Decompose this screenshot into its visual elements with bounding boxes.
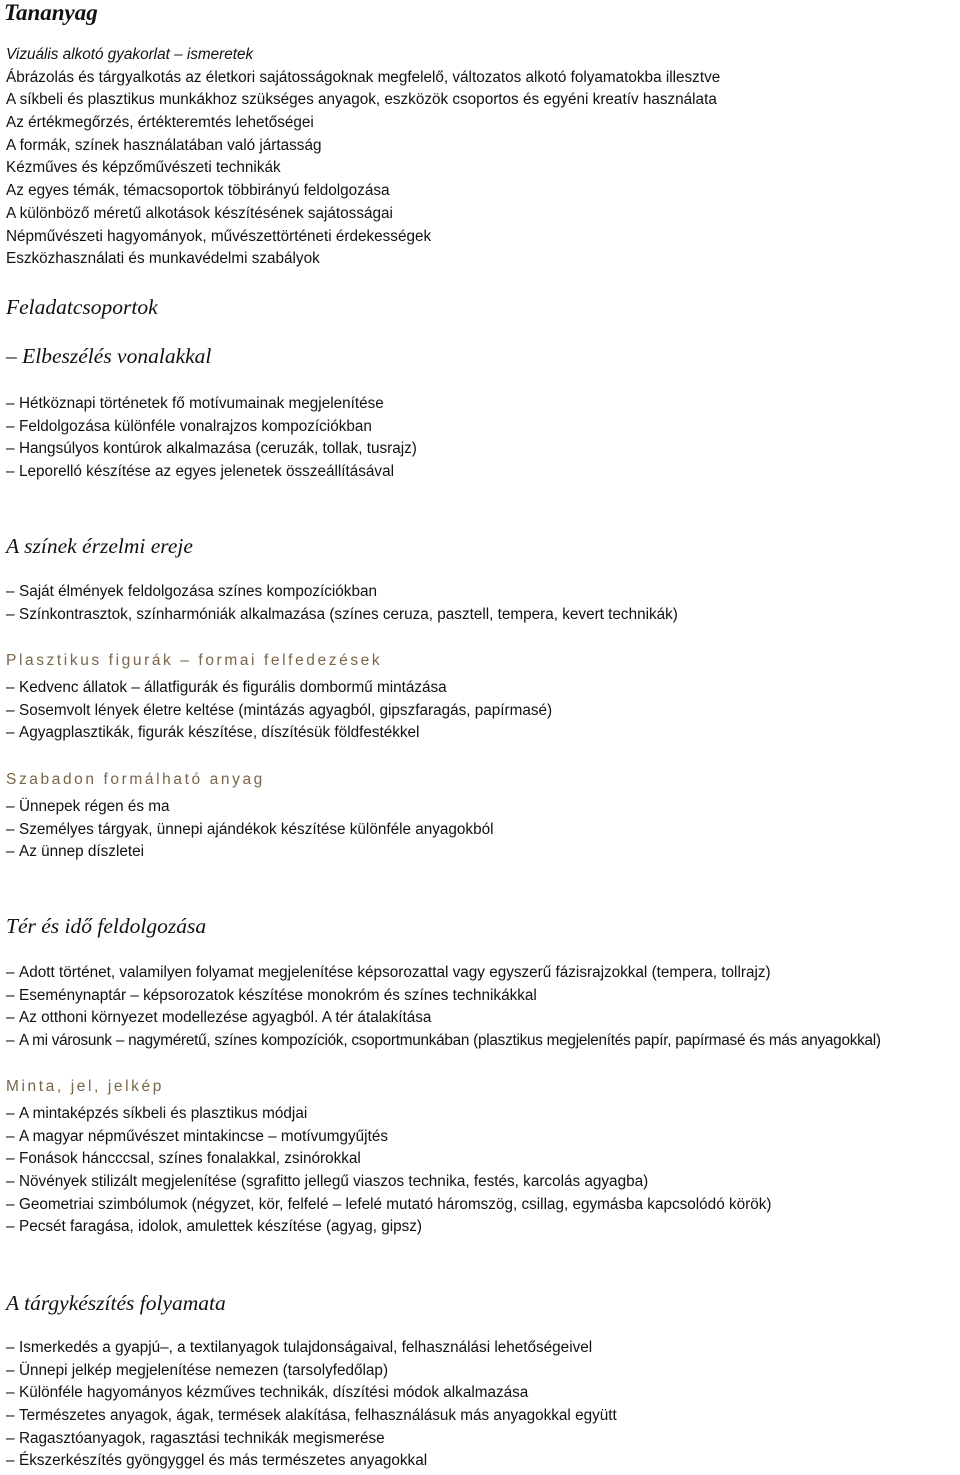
- section-heading: Plasztikus figurák – formai felfedezések: [6, 652, 383, 669]
- intro-list: [6, 44, 720, 271]
- list-item: [6, 581, 678, 604]
- section-heading-feladatcsoportok: Feladatcsoportok: [6, 295, 158, 319]
- dash-marker: –: [6, 1105, 15, 1122]
- list-item: [6, 796, 494, 819]
- list-item-text: Saját élmények feldolgozása színes kompozíciókban: [19, 583, 377, 600]
- list-item-text: Ékszerkészítés gyöngyggel és más természetes anyagokkal: [19, 1452, 428, 1470]
- dash-marker: –: [6, 1195, 15, 1213]
- dash-marker: –: [6, 395, 15, 412]
- section-heading: Minta, jel, jelkép: [6, 1078, 164, 1095]
- intro-line: A síkbeli és plasztikus munkákhoz szükséges anyagok, eszközök csoportos és egyéni kreatív használata: [6, 91, 717, 109]
- list-item-text: Az otthoni környezet modellezése agyagból. A tér átalakítása: [19, 1009, 432, 1027]
- section-list: [6, 796, 494, 864]
- intro-line: Népművészeti hagyományok, művészettörténeti érdekességek: [6, 227, 432, 245]
- list-item: [6, 438, 417, 461]
- dash-marker: –: [6, 986, 15, 1004]
- intro-line: Kézműves és képzőművészeti technikák: [6, 159, 281, 177]
- dash-marker: –: [6, 417, 15, 435]
- page-title: Tananyag: [4, 0, 98, 25]
- list-item: [6, 1450, 617, 1473]
- list-item: [6, 1171, 771, 1194]
- list-item: [6, 1007, 881, 1030]
- section-list: [6, 581, 678, 626]
- list-item: [6, 1428, 617, 1451]
- section-heading: A tárgykészítés folyamata: [6, 1291, 226, 1315]
- list-item-text: Feldolgozása különféle vonalrajzos kompozíciókban: [19, 417, 372, 435]
- section-list: [6, 393, 417, 484]
- dash-marker: –: [6, 1384, 15, 1402]
- list-item: [6, 604, 678, 627]
- section-heading: Szabadon formálható anyag: [6, 771, 265, 788]
- list-item: [6, 1382, 617, 1405]
- list-item: [6, 677, 552, 700]
- list-item: [6, 1337, 617, 1360]
- dash-marker: –: [6, 1032, 15, 1050]
- intro-line: Az értékmegőrzés, értékteremtés lehetőségei: [6, 114, 314, 132]
- list-item: [6, 985, 881, 1008]
- list-item: [6, 841, 494, 864]
- intro-line: A formák, színek használatában való jártasság: [6, 136, 322, 154]
- list-item: [6, 1360, 617, 1383]
- list-item: [6, 962, 881, 985]
- list-item-text: Geometriai szimbólumok (négyzet, kör, felfelé – lefelé mutató háromszög, csillag, egymásba kapcsolódó körök): [19, 1195, 772, 1213]
- list-item: [6, 393, 417, 416]
- dash-marker: –: [6, 1150, 15, 1168]
- list-item-text: Személyes tárgyak, ünnepi ajándékok készítése különféle anyagokból: [19, 820, 494, 838]
- list-item-text: Fonások háncccsal, színes fonalakkal, zsinórokkal: [19, 1150, 361, 1168]
- list-item: [6, 1126, 771, 1149]
- dash-marker: –: [6, 1429, 15, 1447]
- list-item: [6, 1194, 771, 1217]
- section-list: [6, 677, 552, 745]
- section-heading: A színek érzelmi ereje: [6, 534, 193, 558]
- intro-line: Vizuális alkotó gyakorlat – ismeretek: [6, 46, 254, 63]
- list-item-text: Ünnepek régen és ma: [19, 798, 170, 815]
- intro-line: Az egyes témák, témacsoportok többirányú feldolgozása: [6, 182, 390, 200]
- dash-marker: –: [6, 820, 15, 838]
- dash-marker: –: [6, 798, 15, 815]
- list-item-text: A magyar népművészet mintakincse – motívumgyűjtés: [19, 1127, 388, 1145]
- intro-line: Ábrázolás és tárgyalkotás az életkori sajátosságoknak megfelelő, változatos alkotó folyamatokba illesztve: [6, 68, 721, 86]
- list-item: [6, 700, 552, 723]
- list-item-text: Kedvenc állatok – állatfigurák és figurális dombormű mintázása: [19, 679, 447, 696]
- dash-marker: –: [6, 1218, 15, 1236]
- intro-line: Eszközhasználati és munkavédelmi szabályok: [6, 250, 320, 268]
- dash-marker: –: [6, 583, 15, 600]
- dash-marker: –: [6, 1407, 15, 1425]
- section-heading: Tér és idő feldolgozása: [6, 914, 207, 938]
- list-item: [6, 819, 494, 842]
- list-item-text: Ismerkedés a gyapjú–, a textilanyagok tulajdonságaival, felhasználási lehetőségeivel: [19, 1339, 593, 1356]
- list-item: [6, 1216, 771, 1239]
- dash-marker: –: [6, 701, 15, 719]
- list-item-text: A mintaképzés síkbeli és plasztikus módjai: [19, 1105, 308, 1122]
- list-item-text: Az ünnep díszletei: [19, 843, 145, 861]
- section-list: [6, 1103, 771, 1239]
- list-item-text: Különféle hagyományos kézműves technikák, díszítési módok alkalmazása: [19, 1384, 529, 1402]
- dash-marker: –: [6, 463, 15, 481]
- list-item: [6, 1405, 617, 1428]
- list-item: [6, 461, 417, 484]
- list-item-text: Adott történet, valamilyen folyamat megjelenítése képsorozattal vagy egyszerű fázisrajzokkal (tempera, tollrajz): [19, 964, 771, 981]
- dash-marker: –: [6, 1127, 15, 1145]
- list-item-text: Leporelló készítése az egyes jelenetek összeállításával: [19, 463, 394, 481]
- list-item: [6, 1030, 881, 1053]
- dash-marker: –: [6, 964, 15, 981]
- dash-marker: –: [6, 843, 15, 861]
- list-item-text: Ragasztóanyagok, ragasztási technikák megismerése: [19, 1429, 385, 1447]
- list-item-text: Eseménynaptár – képsorozatok készítése monokróm és színes technikákkal: [19, 986, 537, 1004]
- list-item-text: Agyagplasztikák, figurák készítése, díszítésük földfestékkel: [19, 724, 420, 742]
- list-item-text: Hangsúlyos kontúrok alkalmazása (ceruzák, tollak, tusrajz): [19, 440, 417, 458]
- section-list: [6, 962, 881, 1053]
- list-item-text: Növények stilizált megjelenítése (sgrafitto jellegű viaszos technika, festés, karcolás agyagba): [19, 1173, 649, 1191]
- list-item-text: Pecsét faragása, idolok, amulettek készítése (agyag, gipsz): [19, 1218, 423, 1236]
- list-item-text: Sosemvolt lények életre keltése (mintázás agyagból, gipszfaragás, papírmasé): [19, 701, 553, 719]
- dash-marker: –: [6, 1452, 15, 1470]
- list-item: [6, 1148, 771, 1171]
- list-item-text: Hétköznapi történetek fő motívumainak megjelenítése: [19, 395, 384, 412]
- list-item-text: Természetes anyagok, ágak, termések alakítása, felhasználásuk más anyagokkal együtt: [19, 1407, 617, 1425]
- list-item-text: Ünnepi jelkép megjelenítése nemezen (tarsolyfedőlap): [19, 1361, 389, 1379]
- list-item-text: Színkontrasztok, színharmóniák alkalmazása (színes ceruza, pasztell, tempera, kevert technikák): [19, 605, 678, 623]
- section-list: [6, 1337, 617, 1473]
- intro-line: A különböző méretű alkotások készítésének sajátosságai: [6, 204, 393, 222]
- list-item: [6, 416, 417, 439]
- dash-marker: –: [6, 1173, 15, 1191]
- list-item: [6, 1103, 771, 1126]
- list-item-text: A mi városunk – nagyméretű, színes kompozíciók, csoportmunkában (plasztikus megjelenítés papír, papírmasé és más anyagokkal): [19, 1032, 881, 1050]
- dash-marker: –: [6, 605, 15, 623]
- dash-marker: –: [6, 679, 15, 696]
- dash-marker: –: [6, 1361, 15, 1379]
- dash-marker: –: [6, 440, 15, 458]
- list-item: [6, 722, 552, 745]
- dash-marker: –: [6, 724, 15, 742]
- section-heading: – Elbeszélés vonalakkal: [6, 344, 212, 368]
- dash-marker: –: [6, 1009, 15, 1027]
- dash-marker: –: [6, 1339, 15, 1356]
